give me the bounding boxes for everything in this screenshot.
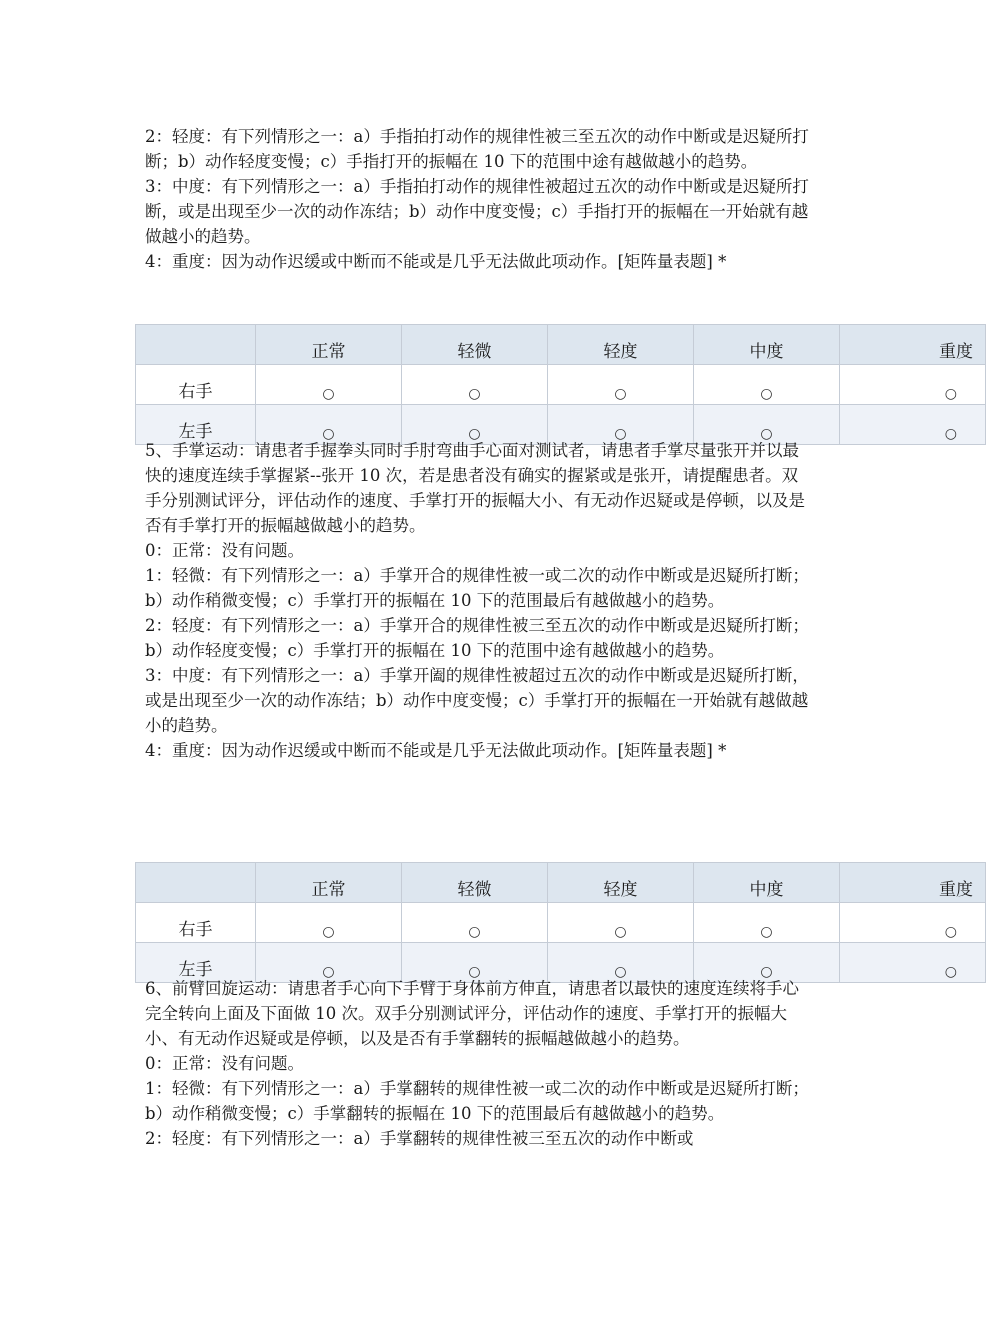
- radio-option[interactable]: ○: [548, 405, 694, 445]
- column-header: 轻微: [402, 325, 548, 365]
- column-header: 重度: [840, 863, 986, 903]
- paragraph: 1：轻微：有下列情形之一：a）手掌翻转的规律性被一或二次的动作中断或是迟疑所打断；b）动作稍微变慢；c）手掌翻转的振幅在 10 下的范围最后有越做越小的趋势。: [145, 1079, 809, 1123]
- matrix-table-q5: [135, 862, 986, 983]
- row-label: 左手: [136, 405, 256, 445]
- section4-text: [145, 124, 810, 274]
- paragraph: 3：中度：有下列情形之一：a）手掌开阖的规律性被超过五次的动作中断或是迟疑所打断，或是出现至少一次的动作冻结；b）动作中度变慢；c）手掌打开的振幅在一开始就有越做越小的趋势。: [145, 666, 809, 735]
- radio-option[interactable]: ○: [402, 903, 548, 943]
- radio-option[interactable]: ○: [256, 903, 402, 943]
- section6-text: [145, 976, 810, 1151]
- row-label: 右手: [136, 365, 256, 405]
- matrix-header-row: [136, 863, 986, 903]
- radio-option[interactable]: ○: [694, 903, 840, 943]
- radio-option[interactable]: ○: [256, 365, 402, 405]
- matrix-table-q4: [135, 324, 986, 445]
- paragraph: 2：轻度：有下列情形之一：a）手指拍打动作的规律性被三至五次的动作中断或是迟疑所打断；b）动作轻度变慢；c）手指打开的振幅在 10 下的范围中途有越做越小的趋势。: [145, 127, 809, 171]
- radio-option[interactable]: ○: [840, 903, 986, 943]
- radio-option[interactable]: ○: [694, 365, 840, 405]
- paragraph: 4：重度：因为动作迟缓或中断而不能或是几乎无法做此项动作。[矩阵量表题] *: [145, 252, 727, 271]
- radio-option[interactable]: ○: [256, 943, 402, 983]
- paragraph: 1：轻微：有下列情形之一：a）手掌开合的规律性被一或二次的动作中断或是迟疑所打断；b）动作稍微变慢；c）手掌打开的振幅在 10 下的范围最后有越做越小的趋势。: [145, 566, 809, 610]
- row-label: 右手: [136, 903, 256, 943]
- radio-option[interactable]: ○: [840, 365, 986, 405]
- radio-option[interactable]: ○: [548, 943, 694, 983]
- paragraph: 2：轻度：有下列情形之一：a）手掌开合的规律性被三至五次的动作中断或是迟疑所打断；b）动作轻度变慢；c）手掌打开的振幅在 10 下的范围中途有越做越小的趋势。: [145, 616, 809, 660]
- column-header: 轻度: [548, 325, 694, 365]
- matrix-corner: [136, 325, 256, 365]
- radio-option[interactable]: ○: [402, 405, 548, 445]
- section5-text: [145, 438, 810, 763]
- column-header: 中度: [694, 863, 840, 903]
- radio-option[interactable]: ○: [840, 405, 986, 445]
- radio-option[interactable]: ○: [548, 365, 694, 405]
- column-header: 正常: [256, 863, 402, 903]
- radio-option[interactable]: ○: [256, 405, 402, 445]
- matrix-header-row: [136, 325, 986, 365]
- radio-option[interactable]: ○: [402, 365, 548, 405]
- column-header: 正常: [256, 325, 402, 365]
- radio-option[interactable]: ○: [548, 903, 694, 943]
- radio-option[interactable]: ○: [694, 943, 840, 983]
- paragraph: 2：轻度：有下列情形之一：a）手掌翻转的规律性被三至五次的动作中断或: [145, 1129, 694, 1148]
- paragraph: 3：中度：有下列情形之一：a）手指拍打动作的规律性被超过五次的动作中断或是迟疑所打断，或是出现至少一次的动作冻结；b）动作中度变慢；c）手指打开的振幅在一开始就有越做越小的趋势。: [145, 177, 809, 246]
- radio-option[interactable]: ○: [402, 943, 548, 983]
- column-header: 轻度: [548, 863, 694, 903]
- paragraph: 4：重度：因为动作迟缓或中断而不能或是几乎无法做此项动作。[矩阵量表题] *: [145, 741, 727, 760]
- matrix-row-right-hand: [136, 903, 986, 943]
- paragraph: 0：正常：没有问题。: [145, 1054, 304, 1073]
- paragraph: 0：正常：没有问题。: [145, 541, 304, 560]
- matrix-corner: [136, 863, 256, 903]
- row-label: 左手: [136, 943, 256, 983]
- column-header: 重度: [840, 325, 986, 365]
- paragraph: 6、前臂回旋运动：请患者手心向下手臂于身体前方伸直，请患者以最快的速度连续将手心完全转向上面及下面做 10 次。双手分别测试评分，评估动作的速度、手掌打开的振幅大小、有无动作迟疑或是停顿，以及是否有手掌翻转的振幅越做越小的趋势。: [145, 979, 799, 1048]
- column-header: 轻微: [402, 863, 548, 903]
- paragraph: 5、手掌运动：请患者手握拳头同时手肘弯曲手心面对测试者，请患者手掌尽量张开并以最快的速度连续手掌握紧--张开 10 次，若是患者没有确实的握紧或是张开，请提醒患者。双手分别测试评分，评估动作的速度、手掌打开的振幅大小、有无动作迟疑或是停顿，以及是否有手掌打开的振幅越做越小的趋势。: [145, 441, 805, 535]
- radio-option[interactable]: ○: [840, 943, 986, 983]
- column-header: 中度: [694, 325, 840, 365]
- radio-option[interactable]: ○: [694, 405, 840, 445]
- matrix-row-right-hand: [136, 365, 986, 405]
